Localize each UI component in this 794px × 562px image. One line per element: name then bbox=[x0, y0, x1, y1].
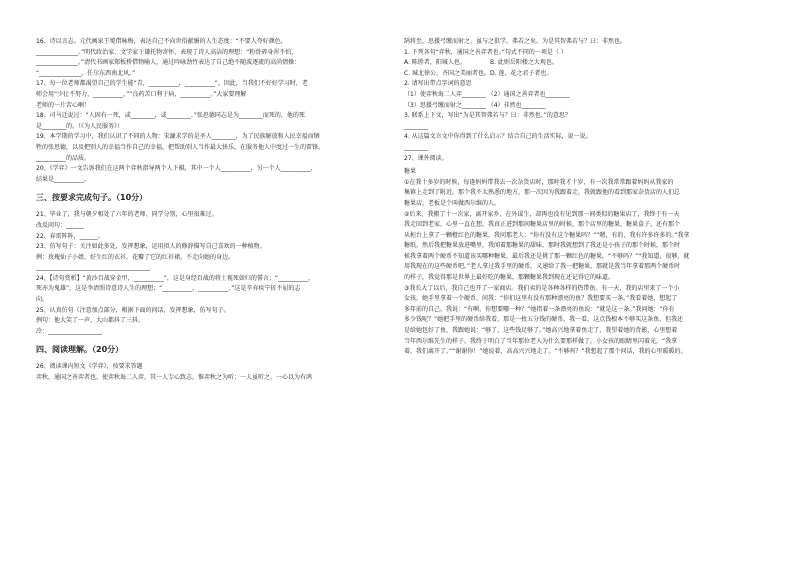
text-line: 当年西尔维先生的样子。我终于明白了当年那位老人为什么要那样做了。小女孩的眼睛里闪着光，“我拿 bbox=[404, 337, 678, 345]
option-item: D. 莲，花之君子者也。 bbox=[490, 69, 553, 77]
text-line: 结果是__________。 bbox=[36, 175, 91, 183]
left-column bbox=[0, 0, 388, 562]
text-line: 多年前的自己。我说：“有啊，你想要哪一种？”她指着一条漂亮的鱼说：“就是这一条。”我问她：“你有 bbox=[404, 305, 675, 313]
text-line: 死亦为鬼雄”，这是李清照诗意诗人生的理想；“__________，__________，”这是辛弃疾宁折不屈的志 bbox=[36, 285, 301, 293]
text-line: 24、【诗句赏析】“黄沙百战穿金甲，__________”，这是身经百战的将士视死如归的誓言；“__________， bbox=[36, 274, 314, 282]
text-line: 冷：__________________ bbox=[36, 327, 103, 335]
text-line: ________ bbox=[404, 122, 428, 130]
choice-options bbox=[404, 58, 772, 79]
text-line: ______________。”清代书画家郑板桥借物喻人，通过吟咏劲竹表达了自己绝不随波逐流的高尚情操： bbox=[36, 59, 301, 67]
section-3-title: 三、按要求完成句子。（10分） bbox=[36, 193, 148, 203]
text-line: 用我现在的这些硬币吧。”老人拿过我手里的硬币，又递给了我一把糖果，那就是我当年拿着那两个硬币时 bbox=[404, 263, 681, 271]
text-line: 23、仿写句子：关注如此多处，发挥想象，运用拟人的修辞描写自己喜欢的一种植物。 bbox=[36, 243, 266, 251]
question-26 bbox=[36, 362, 368, 383]
questions-16-20 bbox=[36, 37, 368, 185]
text-line: “______________，任尔东西南北风。” bbox=[36, 69, 136, 77]
text-line: 的样子，我觉得那是世界上最好吃的糖果，那颗糖果我到现在还记得它的味道。 bbox=[404, 274, 615, 282]
text-line: 女孩，她手里拿着一个硬币，问我：“你们这里有没有那种漂亮的鱼？我想要买一条。”我看着她，想起了 bbox=[404, 295, 678, 303]
text-line: 2. 请写出带点字词的意思 bbox=[404, 80, 472, 88]
text-line: 牲的张思德，以及把别人的幸福当作自己的幸福，把帮助别人当作最大快乐，在服务他人中度过一生的雷锋。 bbox=[36, 143, 325, 151]
option-row bbox=[404, 69, 772, 80]
story-passage bbox=[404, 178, 772, 358]
text-line: 我走回到老家，心里一直在想，我真正进到那间糖果店里的时候，那个店里的糖果、糖果盒子，还有那个 bbox=[404, 221, 681, 229]
text-line: 16、诗以言志。元代画家王冕借咏梅，表达自己不向世俗献媚的人生态度：“不要人夸好颜色， bbox=[36, 38, 287, 45]
option-item: B. 此则岳阳楼之大观也。 bbox=[490, 59, 558, 67]
option-item: A. 陈胜者，阳城人也。 bbox=[404, 59, 466, 67]
text-line: 22、春雷阵阵，______。 bbox=[36, 232, 104, 240]
text-line: ________ bbox=[404, 143, 428, 151]
text-line: 鹄将至，思援弓缴而射之。虽与之俱学，弗若之矣。为是其智弗若与？曰：非然也。 bbox=[404, 38, 627, 45]
questions-21-25 bbox=[36, 210, 368, 337]
text-line: 例：玫瑰仙子小姐，好生红的衣衫，花瓣了它的红衫裙，不走向她的身边。 bbox=[36, 253, 235, 261]
text-line: ______________。”明代政治家、文学家于谦托物寄怀，表现了诗人高洁的理想：“粉骨碎身浑不怕， bbox=[36, 48, 298, 56]
text-line: 弈秋，通国之善弈者也。使弈秋诲二人弈，其一人专心致志，惟弈秋之为听；一人虽听之，一心以为有鸿 bbox=[36, 374, 313, 382]
text-line: 糖果店，老板是个叫做西尔维的人。 bbox=[404, 199, 501, 207]
text-line: 糖纸，然后我把糖果放进嘴里，我闻着那糖果的甜味，那时我就想到了我还是小孩子的那个时候，那个时 bbox=[404, 242, 681, 250]
text-line: 从柜台上拿了一颗橙红色的糖果，我问那老人：“你有没有这个糖果吗？”“嗯，有的，我有许多许多的。”我拿 bbox=[404, 231, 690, 239]
text-line: 例句：他大笑了一声，大山都抖了三抖。 bbox=[36, 317, 145, 325]
text-line: 老师的一片苦心啊！ bbox=[36, 101, 91, 109]
text-line: （1）使弈秋诲二人弈________ （2）通国之善弈者也________ bbox=[404, 90, 570, 98]
option-row bbox=[404, 58, 772, 69]
option-item: C. 城北徐公，齐国之美丽者也。 bbox=[404, 69, 491, 77]
text-line: __________的品质。 bbox=[36, 154, 91, 162]
text-line: 25、认真仿句（注意加点部分，根据下面的问话，发挥想象，仿写句子。 bbox=[36, 306, 230, 314]
text-line: 是________的。（《为人民服务》） bbox=[36, 122, 124, 130]
right-column bbox=[398, 0, 794, 562]
text-line: 27、课外阅读。 bbox=[404, 154, 448, 162]
text-line: 26、阅读课内短文《学弈》，按要求答题 bbox=[36, 363, 143, 371]
text-line: ③我长大了以后，我自己也开了一家商店。我们卖的是各种各样的热带鱼。有一天，我的店里来了一个小 bbox=[404, 284, 680, 292]
text-line: 17、每一位老师都渴望自己的学生能“青，__________，__________”。因此，当我们不好好学习时，老 bbox=[36, 80, 308, 88]
reading-questions-top bbox=[404, 37, 772, 58]
text-line: 向。 bbox=[36, 296, 49, 304]
text-line: 集镇上走到了附近，那个我不太熟悉的地方，那一次因为我跟着走，我就跟他的看到那家杂货店的人们总 bbox=[404, 189, 681, 197]
text-line: 19、本学期的学习中，我们认识了不同的人物：宋濂求学的是圣人________，为了民族解放和人民幸福而牺 bbox=[36, 133, 320, 141]
text-line: 21、毕业了，我与朝夕相处了六年的老师、同学分别，心里很难过。 bbox=[36, 211, 218, 219]
text-line: 着，我们离开了。”“谢谢你！”她说着，高高兴兴地走了。“不够吗？”我想起了那个问话，我的心里暖暖的。 bbox=[404, 348, 687, 356]
text-line: 18、司马迁说过：“人固有一死，或________，或________。”张思德同志是为________而死的，他的死 bbox=[36, 112, 305, 120]
text-line: 师会用“少壮不努力，__________。”“良药苦口利于病，__________。”大家要理解 bbox=[36, 90, 247, 98]
text-line: 4. 从这篇文言文中你得到了什么启示？结合自己的生活实际，说一说。 bbox=[404, 133, 592, 141]
text-line: 20、《学弈》一文告诉我们在这两个弈秋指导两个人下棋，其中一个人__________，另一个人__________， bbox=[36, 165, 317, 173]
text-line: 3. 联系上下文，写出“为是其智弗若与？曰：非然也。”的意思？ bbox=[404, 112, 571, 120]
text-line: （3）思援弓缴而射之________ （4）非然也________ bbox=[404, 101, 546, 109]
story-title: 糖果 bbox=[404, 168, 417, 176]
reading-questions-bottom bbox=[404, 79, 772, 164]
section-4-title: 四、阅读理解。（20分） bbox=[36, 345, 124, 355]
text-line: 候我拿着两个硬币不知道该买哪种糖果，最后我还是挑了那一颗红色的糖果。“不够吗？”“我知道，很够，就 bbox=[404, 252, 690, 260]
text-line: ②后来，我搬了十一次家，离开家乡，在外谋生，却再也没有见到那一间类似的糖果店了，我终于有一天 bbox=[404, 210, 680, 218]
text-line: 改反问句：______ bbox=[36, 221, 85, 229]
text-line: ______________________________________ bbox=[36, 264, 150, 272]
text-line: 是给她包好了鱼，我跟她说：“够了，这些钱足够了。”她高兴地拿着鱼走了，我望着她的背影，心里想着 bbox=[404, 327, 678, 335]
text-line: 1. 下列各句“弈秋，通国之善弈者也。”句式不同的一项是（ ） bbox=[404, 48, 567, 56]
text-line: 多少钱呢？”她把手里的硬币给我看，那是一枚五分钱的硬币。我一看，这点钱根本不够买这条鱼，但我还 bbox=[404, 316, 684, 324]
text-line: ①在我十多岁的时候，每逢妈妈带我去一次杂货店时，那时我才十岁，有一次我常常跟着妈妈从我家的 bbox=[404, 178, 674, 186]
